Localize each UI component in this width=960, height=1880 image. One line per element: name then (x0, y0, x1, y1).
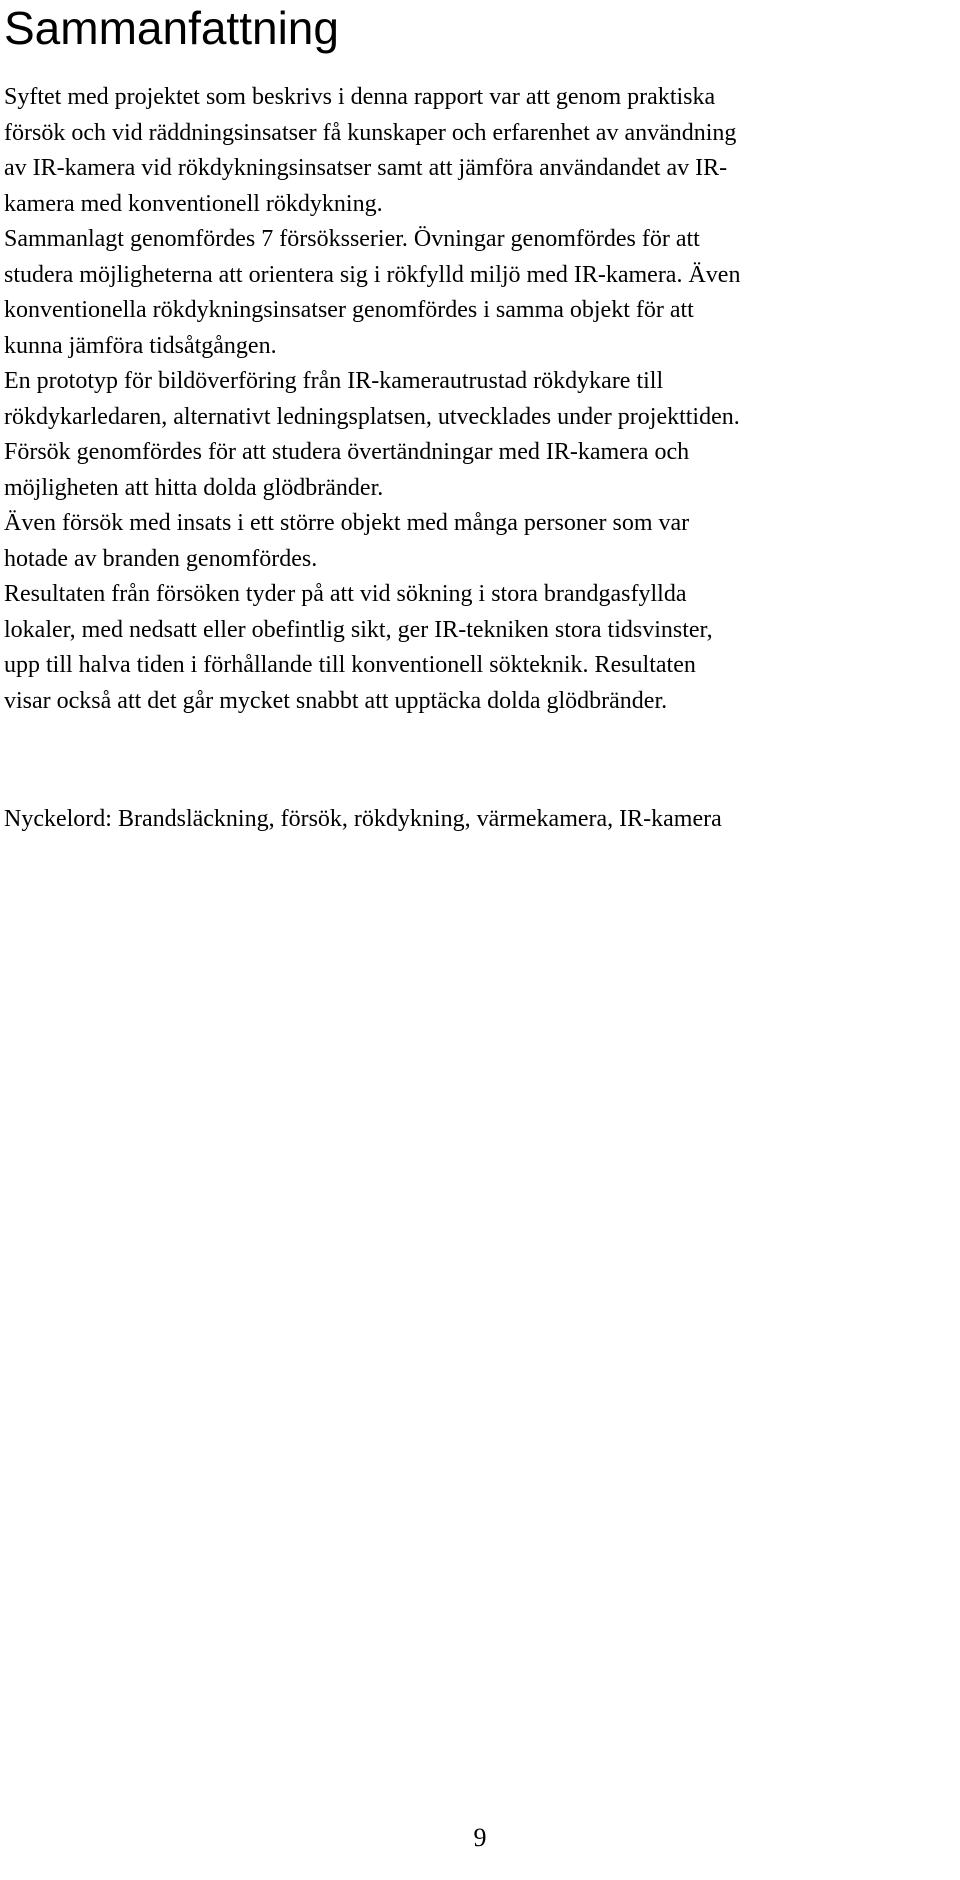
summary-line: Sammanlagt genomfördes 7 försöksserier. Övningar genomfördes för att (4, 226, 700, 252)
summary-body (4, 80, 954, 719)
summary-line: hotade av branden genomfördes. (4, 545, 318, 572)
summary-line: studera möjligheterna att orientera sig i rökfylld miljö med IR-kamera. Även (4, 261, 741, 288)
summary-line: upp till halva tiden i förhållande till konventionell sökteknik. Resultaten (4, 652, 696, 678)
page-number: 9 (473, 1823, 487, 1852)
keywords-line: Nyckelord: Brandsläckning, försök, rökdykning, värmekamera, IR-kamera (4, 806, 722, 832)
summary-line: av IR-kamera vid rökdykningsinsatser samt att jämföra användandet av IR- (4, 155, 728, 181)
summary-line: kamera med konventionell rökdykning. (4, 190, 383, 217)
summary-line: försök och vid räddningsinsatser få kunskaper och erfarenhet av användning (4, 119, 737, 146)
summary-line: lokaler, med nedsatt eller obefintlig sikt, ger IR-tekniken stora tidsvinster, (4, 616, 713, 643)
summary-line: Syftet med projektet som beskrivs i denna rapport var att genom praktiska (4, 84, 716, 110)
summary-line: Resultaten från försöken tyder på att vid sökning i stora brandgasfyllda (4, 581, 687, 607)
summary-line: visar också att det går mycket snabbt att upptäcka dolda glödbränder. (4, 687, 668, 714)
summary-line: En prototyp för bildöverföring från IR-kamerautrustad rökdykare till (4, 368, 664, 394)
summary-line: Försök genomfördes för att studera övertändningar med IR-kamera och (4, 439, 690, 465)
summary-line: möjligheten att hitta dolda glödbränder. (4, 474, 384, 501)
summary-line: kunna jämföra tidsåtgången. (4, 332, 277, 359)
summary-line: konventionella rökdykningsinsatser genomfördes i samma objekt för att (4, 297, 694, 323)
summary-line: rökdykarledaren, alternativt ledningsplatsen, utvecklades under projekttiden. (4, 403, 740, 430)
summary-line: Även försök med insats i ett större objekt med många personer som var (4, 510, 690, 536)
section-heading: Sammanfattning (4, 2, 339, 54)
